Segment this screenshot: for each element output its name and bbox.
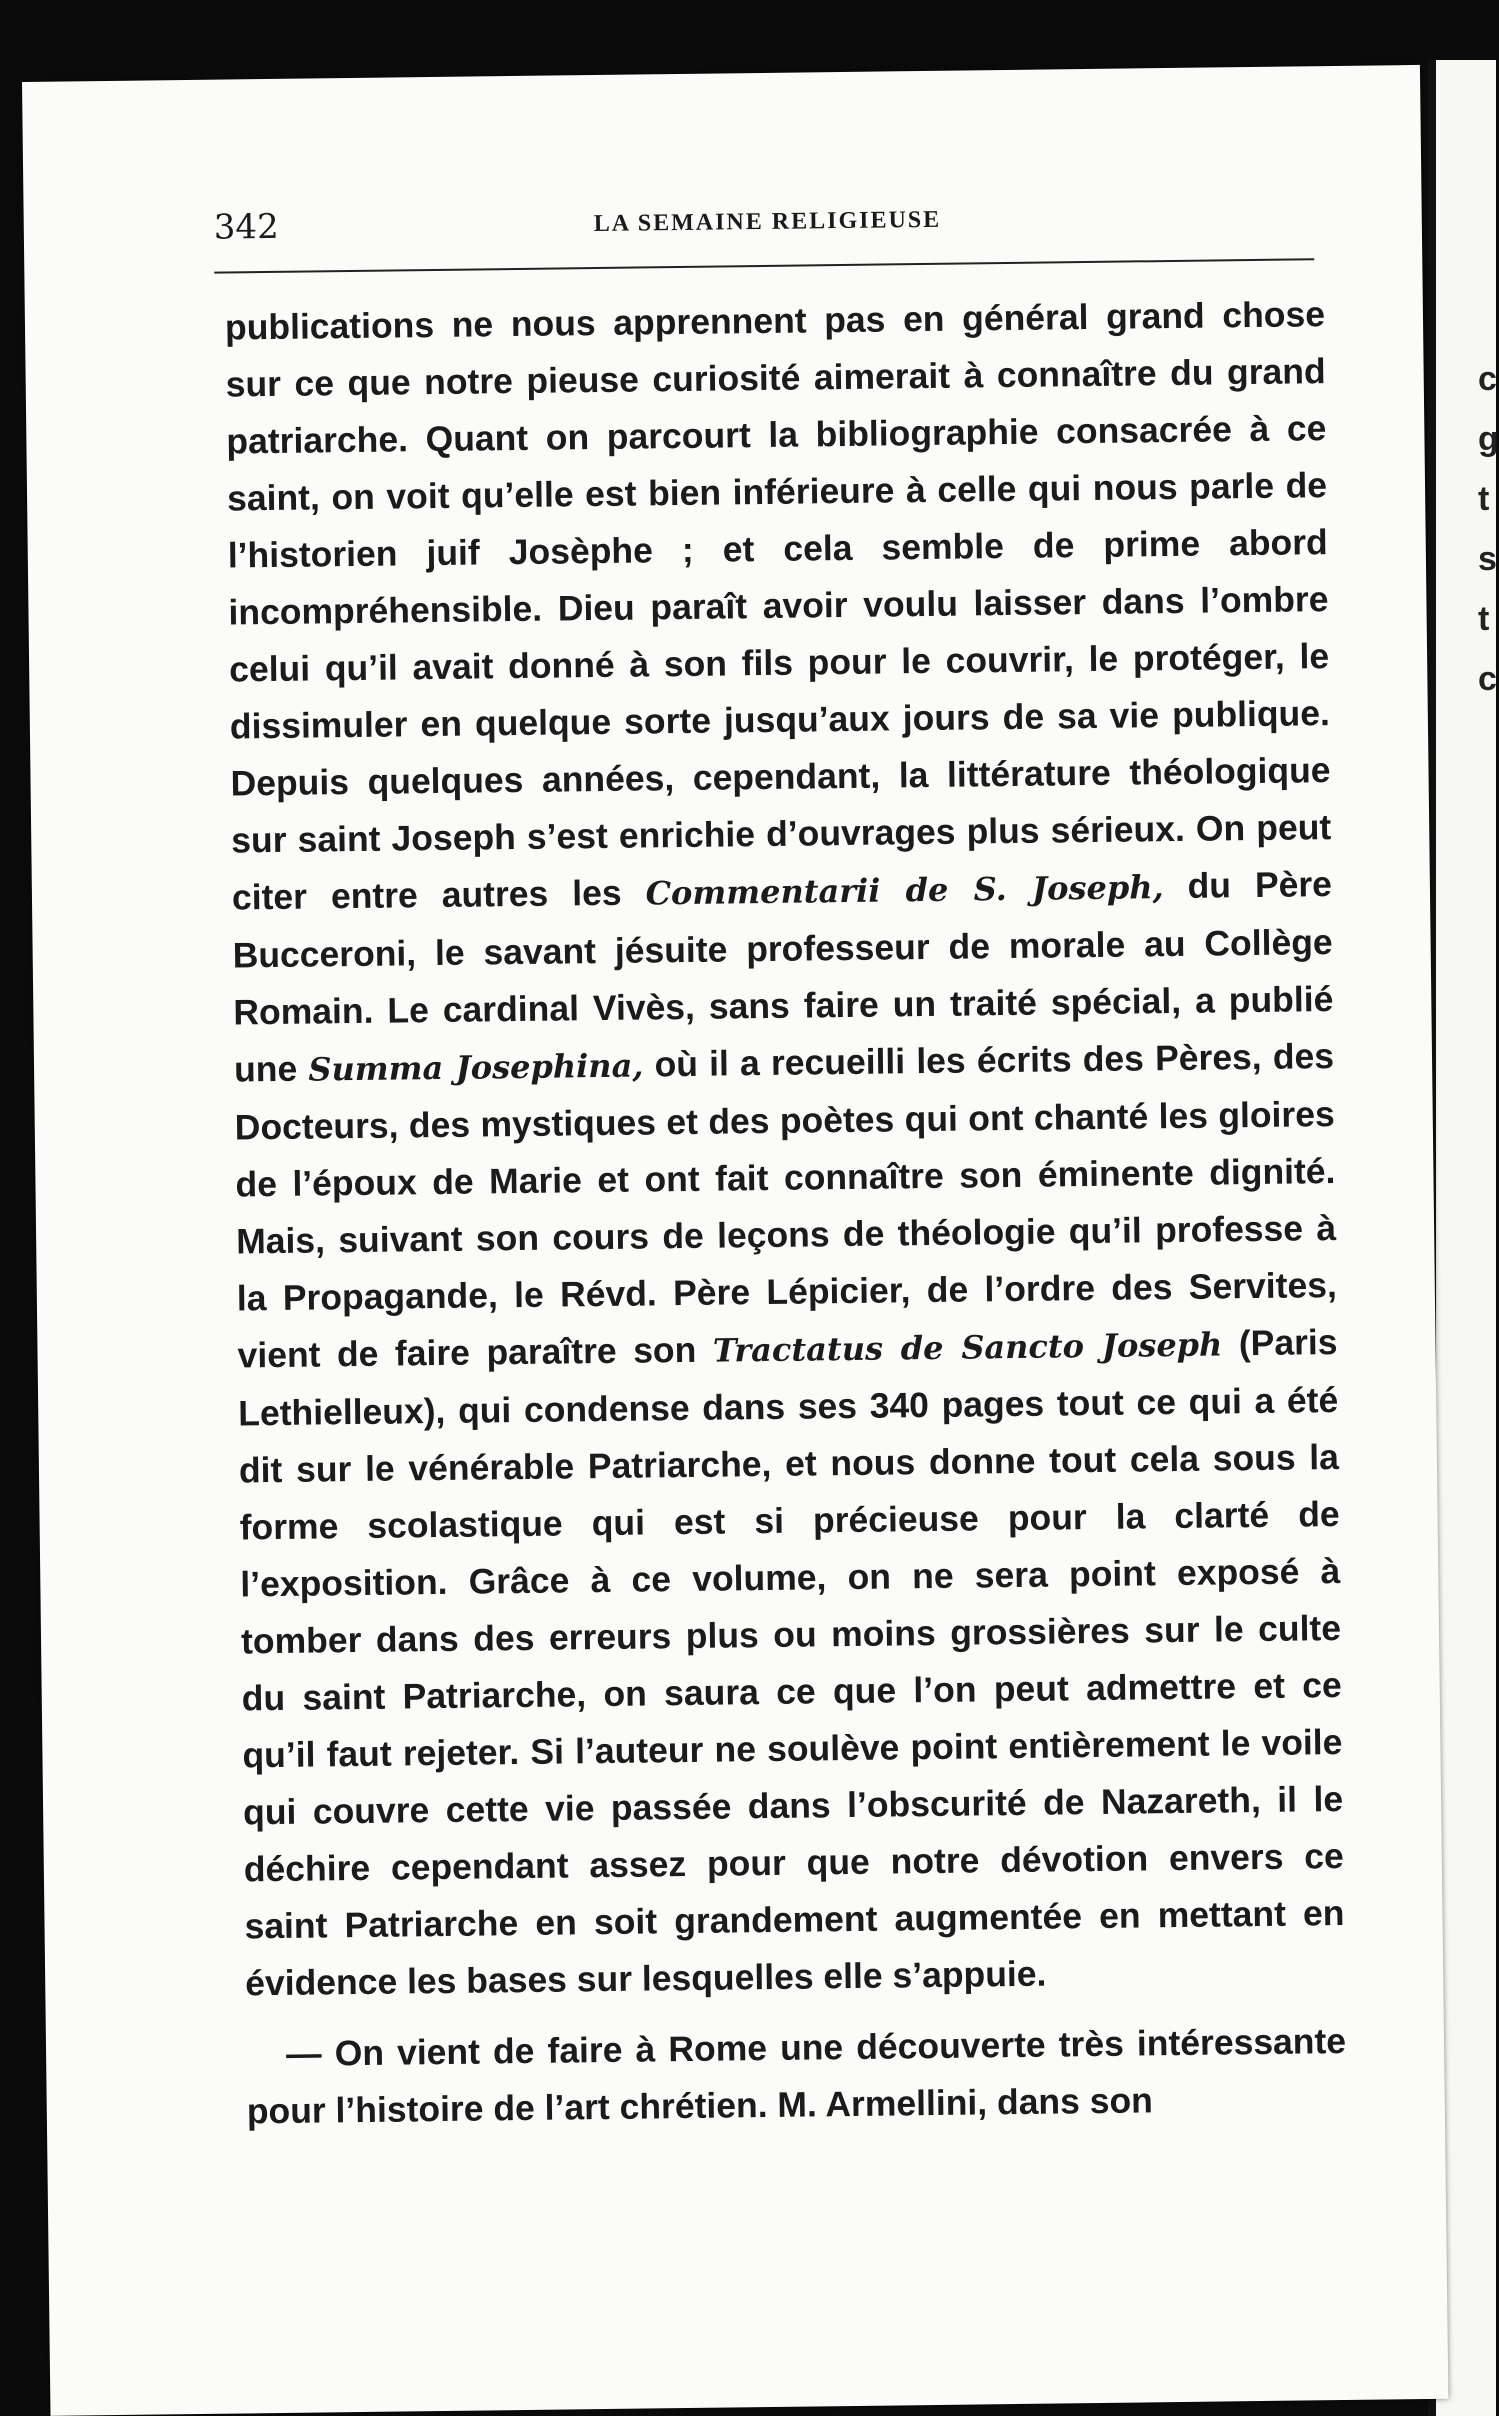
adjacent-page-fragment: t — [1478, 600, 1490, 638]
paragraph: — On vient de faire à Rome une découverte très intéressante pour l’histoire de l’art chrétien. M. Armellini, dans son — [246, 2020, 1347, 2132]
adjacent-page-fragment: g — [1478, 420, 1499, 458]
text-run: du Père Bucceroni, le savant jésuite professeur de morale au Collège Romain. Le cardinal Vivès, sans faire un traité spécial, a publié une — [232, 864, 1334, 1090]
page-header — [213, 186, 1334, 260]
italic-title: Summa Josephina, — [308, 1046, 644, 1089]
paragraph — [225, 286, 1346, 2012]
header-rule — [214, 258, 1314, 273]
adjacent-page-fragment: c — [1478, 660, 1497, 698]
adjacent-page-fragment: c — [1478, 360, 1497, 398]
text-run: publications ne nous apprennent pas en général grand chose sur ce que notre pieuse curiosité aimerait à connaître du grand patriarche. Quant on parcourt la bibliographie consacrée à ce saint, on voit qu’elle est bien inférieure à celle qui nous parle de l’historien juif Josèphe ; et cela semble de prime abord incompréhensible. Dieu paraît avoir voulu laisser dans l’ombre celui qu’il avait donné à son fils pour le couvrir, le protéger, le dissimuler en quelque sorte jusqu’aux jours de sa vie publique. Depuis quelques années, cependant, la littérature théologique sur saint Joseph s’est enrichie d’ouvrages plus sérieux. On peut citer entre autres les — [224, 294, 1332, 918]
text-run: où il a recueilli les écrits des Pères, des Docteurs, des mystiques et des poètes qui ont chanté les gloires de l’époux de Marie et ont fait connaître son éminente dignité. Mais, suivant son cours de leçons de théologie qu’il professe à la Propagande, le Révd. Père Lépicier, de l’ordre des Servites, vient de faire paraître son — [234, 1036, 1338, 1376]
running-title: LA SEMAINE RELIGIEUSE — [593, 206, 942, 238]
book-page — [22, 65, 1448, 2416]
italic-title: Commentarii de S. Joseph, — [645, 868, 1164, 913]
adjacent-page-fragment: s — [1478, 540, 1497, 578]
page-number: 342 — [213, 206, 279, 248]
body-text — [225, 286, 1347, 2140]
adjacent-page-fragment: t — [1478, 480, 1490, 518]
italic-title: Tractatus de Sancto Joseph — [712, 1325, 1223, 1370]
text-run: (Paris Lethielleux), qui condense dans ses 340 pages tout ce qui a été dit sur le vénérable Patriarche, et nous donne tout cela sous la forme scolastique qui est si précieuse pour la clarté de l’exposition. Grâce à ce volume, on ne sera point exposé à tomber dans des erreurs plus ou moins grossières sur le culte du saint Patriarche, on saura ce que l’on peut admettre et ce qu’il faut rejeter. Si l’auteur ne soulève point entièrement le voile qui couvre cette vie passée dans l’obscurité de Nazareth, il le déchire cependant assez pour que notre dévotion envers ce saint Patriarche en soit grandement augmentée en mettant en évidence les bases sur lesquelles elle s’appuie. — [238, 1322, 1345, 2004]
